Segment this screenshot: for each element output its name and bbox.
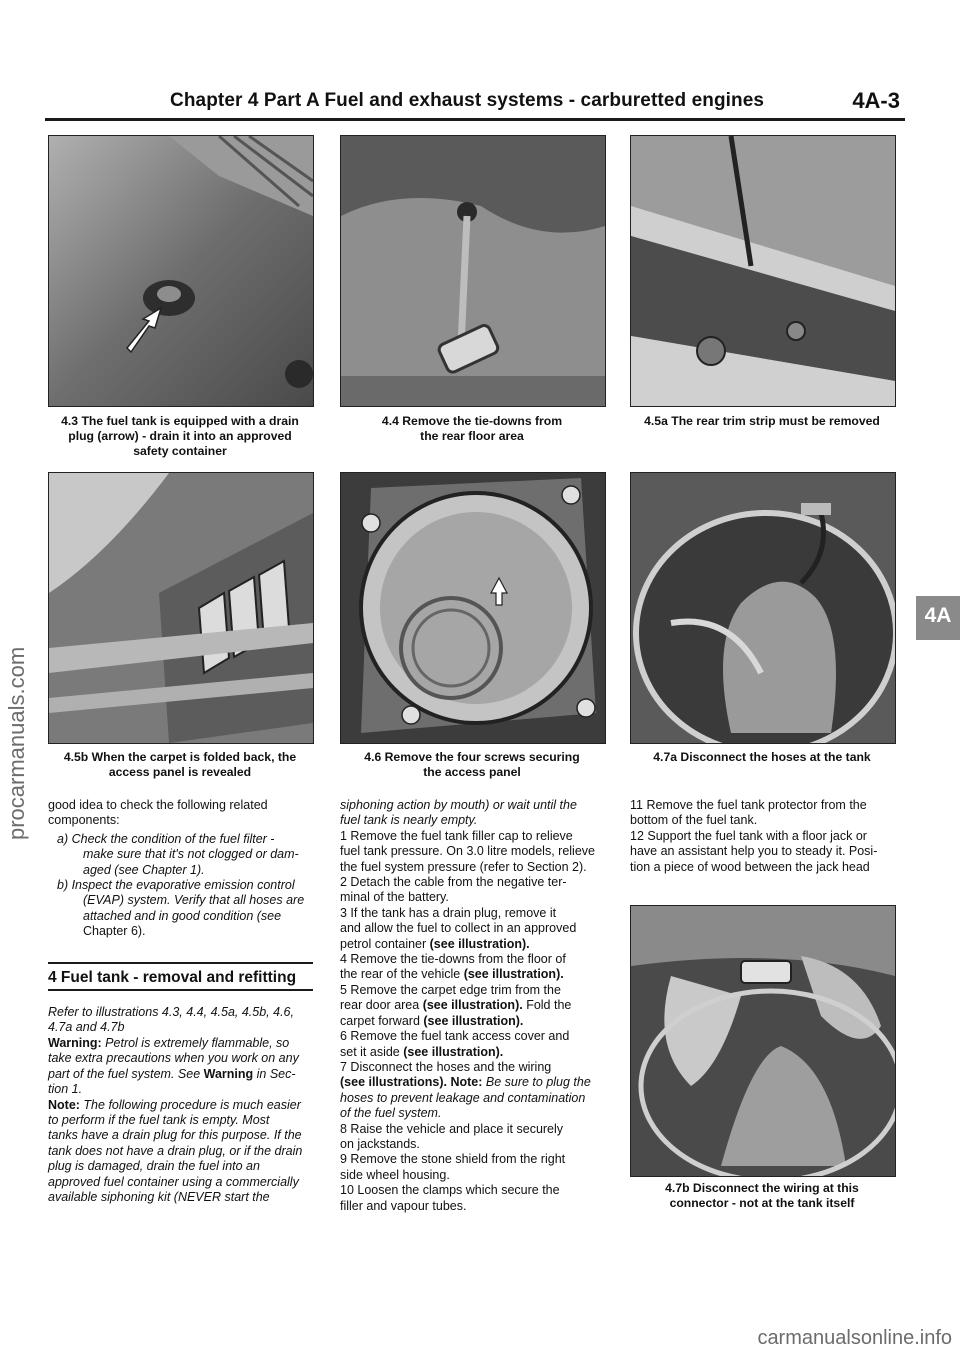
note-paragraph [48, 1098, 313, 1206]
body-line: hoses to prevent leakage and contamination [340, 1090, 586, 1105]
illustration-ref: (see illustration). [429, 936, 530, 951]
body-text: set it aside [340, 1044, 404, 1059]
caption-line: access panel is revealed [108, 765, 252, 779]
illustration-ref: (see illustration). [422, 998, 523, 1013]
list-line: a) Check the condition of the fuel filter - [57, 831, 275, 846]
photo-4-5b [48, 472, 314, 744]
left-watermark-text: procarmanuals.com [4, 646, 29, 840]
header-rule [45, 118, 905, 121]
caption-4-4 [340, 414, 604, 444]
caption-line: 4.4 Remove the tie-downs from [381, 414, 563, 428]
warning-text: take extra precautions when you work on any [48, 1051, 299, 1066]
caption-4-7b [630, 1181, 894, 1211]
body-text: Fold the [522, 998, 572, 1013]
body-line: and allow the fuel to collect in an approved [340, 921, 577, 936]
list-line: attached and in good condition (see [83, 908, 282, 923]
warning-paragraph [48, 1036, 313, 1098]
body-line: side wheel housing. [340, 1167, 450, 1182]
caption-line: 4.5b When the carpet is folded back, the [63, 750, 297, 764]
caption-4-6 [340, 750, 604, 780]
caption-line: connector - not at the tank itself [669, 1196, 855, 1210]
caption-line: safety container [133, 444, 227, 458]
photo-4-4 [340, 135, 606, 407]
text-column-1 [48, 798, 313, 1205]
body-line: siphoning action by mouth) or wait until the [340, 798, 577, 812]
body-line: 10 Loosen the clamps which secure the [340, 1183, 560, 1198]
body-line: have an assistant help you to steady it. Posi- [630, 844, 878, 859]
body-line [340, 967, 608, 982]
caption-4-5a [630, 414, 894, 429]
caption-line: the rear floor area [420, 429, 524, 443]
body-line: 1 Remove the fuel tank filler cap to relieve [340, 828, 573, 843]
note-text: tank does not have a drain plug, or if the drain [48, 1143, 303, 1158]
photo-4-7b [630, 905, 896, 1177]
note-text: plug is damaged, drain the fuel into an [48, 1159, 260, 1174]
list-item-b [48, 878, 313, 940]
section-tab [916, 596, 960, 640]
list-line: (EVAP) system. Verify that all hoses are [83, 893, 305, 908]
body-line: minal of the battery. [340, 890, 449, 905]
photo-4-6 [340, 472, 606, 744]
bottom-watermark: carmanualsonline.info [757, 1327, 952, 1349]
text-column-3 [630, 798, 898, 875]
body-line [340, 937, 608, 952]
body-line: fuel tank is nearly empty. [340, 813, 478, 828]
caption-line: plug (arrow) - drain it into an approved [68, 429, 292, 443]
note-text: The following procedure is much easier [79, 1097, 301, 1112]
illustration-ref: (see illustration). [463, 967, 564, 982]
caption-4-5b [48, 750, 312, 780]
photo-4-5a [630, 135, 896, 407]
note-text: to perform if the fuel tank is empty. Most [48, 1112, 270, 1127]
body-line: 2 Detach the cable from the negative ter- [340, 875, 567, 890]
body-line: 11 Remove the fuel tank protector from the [630, 798, 867, 812]
body-line: 4 Remove the tie-downs from the floor of [340, 952, 566, 967]
body-text: rear door area [340, 998, 423, 1013]
body-line: 5 Remove the carpet edge trim from the [340, 982, 561, 997]
body-line [340, 998, 608, 1013]
list-item-a [48, 832, 313, 878]
list-line: Chapter 6). [83, 924, 146, 939]
page-number: 4A-3 [852, 88, 900, 113]
illustration-ref: (see illustration). [403, 1044, 504, 1059]
page-header [170, 90, 910, 120]
body-line: 8 Raise the vehicle and place it securely [340, 1121, 564, 1136]
caption-4-3 [48, 414, 312, 459]
body-line: 12 Support the fuel tank with a floor jack or [630, 828, 867, 843]
note-label: Note: [48, 1097, 80, 1112]
body-text: the rear of the vehicle [340, 967, 464, 982]
body-line: components: [48, 813, 120, 828]
note-text: available siphoning kit (NEVER start the [48, 1189, 270, 1204]
body-line: tion a piece of wood between the jack head [630, 859, 870, 874]
body-line: on jackstands. [340, 1136, 420, 1151]
caption-line: 4.6 Remove the four screws securing [364, 750, 580, 764]
chapter-title: Chapter 4 Part A Fuel and exhaust systems - carburetted engines [170, 90, 765, 111]
caption-line: 4.7b Disconnect the wiring at this [665, 1181, 859, 1195]
body-line: 6 Remove the fuel tank access cover and [340, 1029, 570, 1044]
caption-line: 4.7a Disconnect the hoses at the tank [653, 750, 871, 764]
body-line: of the fuel system. [340, 1106, 442, 1121]
warning-text: part of the fuel system. See [48, 1066, 204, 1081]
note-text: Be sure to plug the [482, 1075, 591, 1090]
illustration-ref: (see illustration). [423, 1013, 524, 1028]
body-line: 3 If the tank has a drain plug, remove it [340, 905, 557, 920]
photo-4-7a [630, 472, 896, 744]
photo-4-3 [48, 135, 314, 407]
refer-line: 4.7a and 4.7b [48, 1020, 125, 1035]
section-heading: 4 Fuel tank - removal and refitting [48, 968, 297, 986]
body-line: filler and vapour tubes. [340, 1198, 467, 1213]
refer-line: Refer to illustrations 4.3, 4.4, 4.5a, 4.5b, 4.6, [48, 1005, 294, 1020]
warning-text: in Sec- [253, 1066, 296, 1081]
body-line: good idea to check the following related [48, 798, 268, 812]
warning-text: Petrol is extremely flammable, so [101, 1035, 290, 1050]
section-tab-label: 4A [924, 604, 952, 627]
text-column-2 [340, 798, 608, 1214]
warning-text: tion 1. [48, 1082, 83, 1097]
warning-ref: Warning [203, 1066, 254, 1081]
caption-line: 4.3 The fuel tank is equipped with a drain [61, 414, 299, 428]
illustration-ref: (see illustrations). Note: [340, 1075, 483, 1090]
warning-label: Warning: [48, 1035, 102, 1050]
caption-4-7a [630, 750, 894, 765]
note-text: tanks have a drain plug for this purpose. If the [48, 1128, 302, 1143]
list-line: aged (see Chapter 1). [83, 862, 205, 877]
body-line [340, 1014, 608, 1029]
body-text: carpet forward [340, 1013, 424, 1028]
body-line: bottom of the fuel tank. [630, 813, 758, 828]
left-watermark [4, 440, 32, 840]
list-line: b) Inspect the evaporative emission control [57, 878, 295, 893]
body-line: the fuel system pressure (refer to Section 2). [340, 859, 587, 874]
list-line: make sure that it's not clogged or dam- [83, 847, 299, 862]
body-line [340, 1075, 608, 1090]
body-line: fuel tank pressure. On 3.0 litre models, relieve [340, 844, 595, 859]
caption-line: the access panel [423, 765, 521, 779]
body-line: 9 Remove the stone shield from the right [340, 1152, 566, 1167]
note-text: approved fuel container using a commercially [48, 1174, 299, 1189]
body-text: petrol container [340, 936, 430, 951]
body-line [340, 1045, 608, 1060]
caption-line: 4.5a The rear trim strip must be removed [644, 414, 880, 428]
body-line: 7 Disconnect the hoses and the wiring [340, 1059, 552, 1074]
